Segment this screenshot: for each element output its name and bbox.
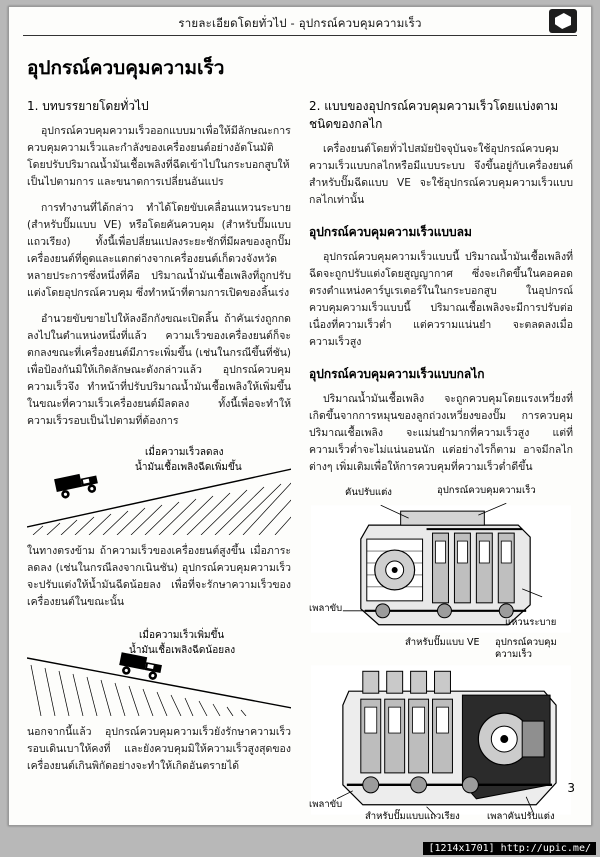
inline-label-control-sleeve: แหวนระบาย [505,617,557,628]
watermark-tag: [1214x1701] http://upic.me/ [423,842,596,855]
inline-label-adjust-lever: คันปรับแต่ง [345,487,392,498]
document-page [8,6,592,826]
mechanical-governor-heading: อุปกรณ์ควบคุมความเร็วแบบกลไก [309,367,485,381]
page-title: อุปกรณ์ควบคุมความเร็ว [27,57,225,79]
left-figure2-caption: นอกจากนี้แล้ว อุปกรณ์ควบคุมความเร็วยังรักษาความเร็วรอบเดินเบาให้คงที่ และยังควบคุมมิให้ความเร็วสูงสุดของเครื่องยนต์เกินพิกัดอย่างจะทำให้เกิดอันตรายได้ [27,726,291,772]
downhill-label-line2: น้ำมันเชื้อเพลิงฉีดน้อยลง [129,645,236,656]
inline-pump-governor-diagram [309,485,573,635]
ve-label-inline-type: สำหรับปั๊มแบบแถวเรียง [365,811,460,822]
left-section-heading: 1. บทบรรยายโดยทั่วไป [27,99,149,113]
ve-label-drive-shaft: เพลาขับ [309,799,343,810]
uphill-label-line1: เมื่อความเร็วลดลง [145,447,224,458]
pneumatic-governor-paragraph: อุปกรณ์ควบคุมความเร็วแบบนี้ ปริมาณน้ำมันเชื้อเพลิงที่ฉีดจะถูกปรับแต่งโดยสูญญากาศ ซึ่งจะเกิดขึ้นในคอคอดตรงตำแหน่งคาร์บูเรเตอร์ในในกระบอกสูบ ในอุปกรณ์ควบคุมความเร็วแบบนี้ ปริมาณเชื้อเพลิงจะมีการปรับต่อเนื่องที่ความเร็วต่ำ แต่ควรามแน่นยำ จะตลดลงเมื่อความเร็วสูง [309,251,573,348]
left-figure1-caption: ในทางตรงข้าม ถ้าความเร็วของเครื่องยนต์สูงขึ้น เมื่อภาระลดลง (เช่นในกรณีลงจากเนินชัน) อุปกรณ์ควบคุมความเร็วจะปรับแต่งให้น้ำมันฉีดน้อยลง เพื่อที่จะรักษาความเร็วของเครื่องยนต์ในขณะนั้น [27,545,291,608]
left-column [27,97,291,823]
downhill-label-line1: เมื่อความเร็วเพิ่มขึ้น [139,630,225,641]
publisher-logo-icon [549,9,577,33]
page-number: 3 [567,781,575,795]
left-paragraph-2: การทำงานที่ได้กล่าว ทำได้โดยขับเคลื่อนแหวนระบาย (สำหรับปั๊มแบบ VE) หรือโดยคันควบคุม (สำหรับปั๊มแบบแถวเรียง) ทั้งนี้เพื่อปลี่ยนแปลงระยะชักที่มีผลของลูกปั๊มเครื่องยนต์ที่ดูดและแตกต่างจากเครื่องยนต์เก็ดวงจังหวัดหลายประการซึ่งหนึ่งที่คือ ปริมาณน้ำมันเชื้อเพลิงที่ถูกปรับแต่งโดยอุปกรณ์ควบคุม ซึ่งทำหน้าที่ตามการเปิดของลิ้นเร่ง [27,202,291,299]
uphill-truck-diagram [27,439,291,535]
page-content [9,41,591,823]
pneumatic-governor-heading: อุปกรณ์ควบคุมความเร็วแบบลม [309,225,472,239]
uphill-label-line2: น้ำมันเชื้อเพลิงฉีดเพิ่มขึ้น [135,462,242,473]
header-title: รายละเอียดโดยทั่วไป - อุปกรณ์ควบคุมความเร็ว [178,16,422,30]
ve-label-control-shaft: เพลาคันปรับแต่ง [487,811,555,822]
left-paragraph-1: อุปกรณ์ควบคุมความเร็วออกแบบมาเพื่อให้มีลักษณะการควบคุมความเร็วและกำลังของเครื่องยนต์อย่างอัตโนมัติ โดยปรับปริมาณน้ำมันเชื้อเพลิงที่ฉีดเข้าไปในกระบอกสูบให้เป็นไปตามการ และขนาดการเปลี่ยนอันแปร [27,125,291,188]
inline-label-drive-shaft: เพลาขับ [309,603,343,614]
ve-label-governor: อุปกรณ์ควบคุมความเร็ว [495,637,557,661]
ve-figure-caption-row [309,635,573,661]
right-intro-paragraph: เครื่องยนต์โดยทั่วไปสมัยปัจจุบันจะใช้อุปกรณ์ควบคุมความเร็วแบบกลไกหรือมีแบบระบบ จึงขึ้นอยู่กับเครื่องยนต์ สำหรับปั๊มฉีดแบบ VE จะใช้อุปกรณ์ควบคุมความเร็วแบบกลไกเท่านั้น [309,143,573,206]
ve-pump-governor-diagram [309,665,573,823]
header-divider [23,35,577,36]
inline-label-governor: อุปกรณ์ควบคุมความเร็ว [437,485,536,496]
left-paragraph-3: อำนวยขับขายไปให้ลงอีกกังขณะเปิดลิ้น ถ้าคันเร่งถูกกดลงไปในตำแหน่งหนึ่งที่แล้ว ความเร็วของเครื่องยนต์ก็จะตกลงขณะที่เครื่องยนต์มีภาระเพิ่มขึ้น (เช่นในกรณีขึ้นที่ชัน) เพื่อป้องกันมิให้เกิดลักษณะดังกล่าวแล้ว อุปกรณ์ควบคุมความเร็วจึง ทำหน้าที่ปรับปริมาณน้ำมันเชื้อเพลิงให้เพิ่มขึ้นในขณะที่ความเร็วเครื่องยนต์มีลดลง ทั้งนี้เพื่อจะทำให้ความเร็วรอบเป็นไปตามที่ต้องการ [27,313,291,427]
two-column-layout [27,97,573,823]
mechanical-governor-paragraph: ปริมาณน้ำมันเชื้อเพลิง จะถูกควบคุมโดยแรงเหวี่ยงที่เกิดขึ้นจากการหมุนของลูกถ่วงเหวี่ยงของปั๊ม การควบคุมปริมาณเชื้อเพลิง จะแม่นยำมากที่ความเร็วสูง แต่ที่ความเร็วต่ำจะไม่แน่นอนนัก แต่อย่างไรก็ตาม อาจมีกลไกต่างๆ เพิ่มเติมเพื่อให้การควบคุมที่ความเร็วต่ำดีขึ้น [309,393,573,473]
ve-pump-caption: สำหรับปั๊มแบบ VE [405,637,480,648]
downhill-truck-diagram [27,620,291,716]
page-header [9,7,591,41]
right-column [309,97,573,823]
right-section-heading: 2. แบบของอุปกรณ์ควบคุมความเร็วโดยแบ่งตามชนิดของกลไก [309,99,559,131]
